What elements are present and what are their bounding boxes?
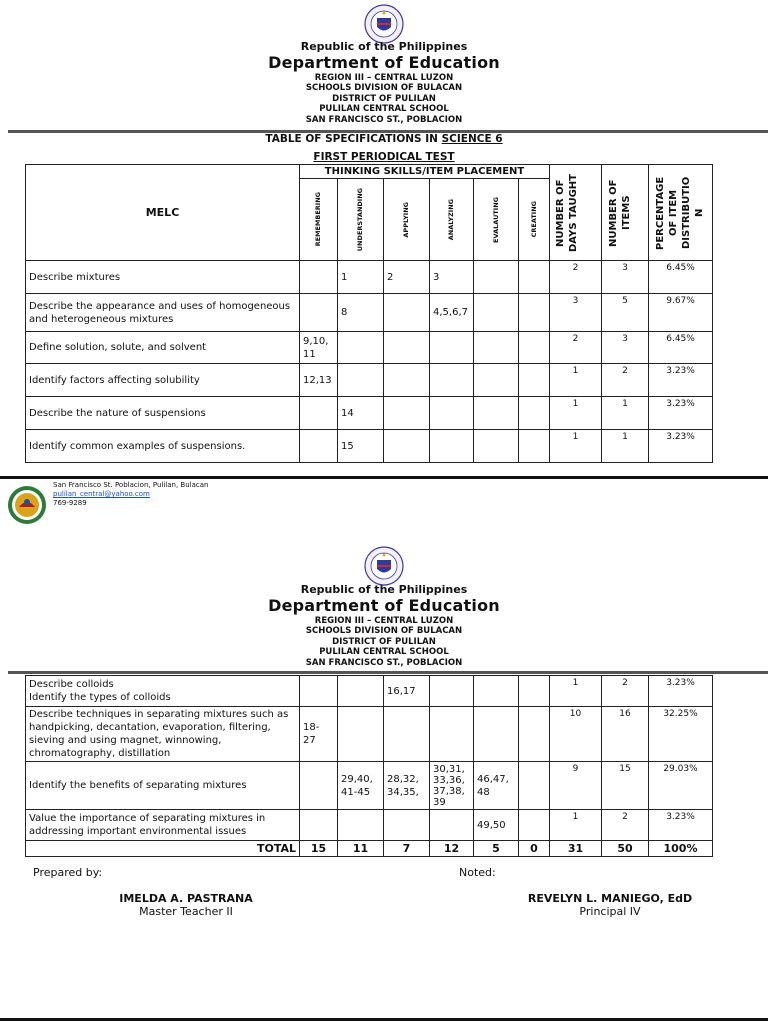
header-sub-block	[0, 616, 768, 668]
school-label: PULILAN CENTRAL SCHOOL	[319, 647, 449, 658]
creating-cell	[519, 676, 550, 707]
applying-cell	[384, 332, 430, 364]
address-label: SAN FRANCISCO ST., POBLACION	[305, 657, 463, 668]
days-cell: 2	[550, 261, 602, 294]
creating-header-cell	[519, 179, 550, 261]
total-items: 50	[602, 841, 649, 857]
understanding-cell	[338, 332, 384, 364]
percent-cell: 6.45%	[649, 332, 713, 364]
creating-cell	[519, 332, 550, 364]
understanding-cell	[338, 707, 384, 762]
table-row	[26, 430, 713, 463]
understanding-cell	[338, 364, 384, 397]
analyzing-header-cell	[430, 179, 474, 261]
items-cell: 16	[602, 707, 649, 762]
understanding-header-cell	[338, 179, 384, 261]
melc-cell: Describe colloids Identify the types of colloids	[26, 676, 300, 707]
creating-cell	[519, 810, 550, 841]
remembering-cell	[300, 676, 338, 707]
items-header: NUMBER OF ITEMS	[608, 178, 633, 247]
address-label: SAN FRANCISCO ST., POBLACION	[305, 114, 463, 125]
table-row	[26, 364, 713, 397]
melc-cell: Describe techniques in separating mixtures such as handpicking, decantation, evaporation, filtering, sieving and using magnet, winnowing, chromatography, distillation	[26, 707, 300, 762]
remembering-cell	[300, 261, 338, 294]
republic-label: Republic of the Philippines	[300, 40, 468, 53]
region-label: REGION III – CENTRAL LUZON	[314, 73, 454, 83]
total-days: 31	[550, 841, 602, 857]
footer-email-link[interactable]: pulilan_central@yahoo.com	[53, 490, 150, 498]
prepared-title: Master Teacher II	[139, 905, 233, 918]
melc-cell: Define solution, solute, and solvent	[26, 332, 300, 364]
applying-header: APPLYING	[402, 201, 410, 238]
percent-cell: 29.03%	[649, 762, 713, 810]
analyzing-cell	[430, 397, 474, 430]
percent-header: PERCENTAGE OF ITEM DISTRIBUTIO N	[654, 175, 705, 250]
remembering-cell: 12,13	[300, 364, 338, 397]
remembering-header-cell	[300, 179, 338, 261]
table-row	[26, 397, 713, 430]
melc-cell: Describe the nature of suspensions	[26, 397, 300, 430]
remembering-cell: 9,10, 11	[300, 332, 338, 364]
understanding-cell: 15	[338, 430, 384, 463]
analyzing-cell	[430, 707, 474, 762]
analyzing-cell: 30,31, 33,36, 37,38, 39	[430, 762, 474, 810]
evaluating-header-cell	[474, 179, 519, 261]
creating-cell	[519, 707, 550, 762]
prepared-signature	[66, 892, 306, 918]
understanding-header: UNDERSTANDING	[356, 187, 364, 252]
percent-cell: 3.23%	[649, 810, 713, 841]
table-row	[26, 294, 713, 332]
understanding-cell: 14	[338, 397, 384, 430]
evaluating-cell	[474, 397, 519, 430]
analyzing-header: ANALYZING	[447, 198, 455, 241]
tos-table-page1	[25, 164, 713, 463]
remembering-cell	[300, 397, 338, 430]
table-row	[26, 332, 713, 364]
evaluating-cell	[474, 294, 519, 332]
days-cell: 9	[550, 762, 602, 810]
noted-signature	[495, 892, 725, 918]
items-header-cell	[602, 165, 649, 261]
footer-phone: 769-9289	[53, 499, 87, 507]
analyzing-cell: 3	[430, 261, 474, 294]
understanding-cell: 1	[338, 261, 384, 294]
understanding-cell	[338, 810, 384, 841]
understanding-cell: 29,40, 41-45	[338, 762, 384, 810]
test-name: FIRST PERIODICAL TEST	[313, 151, 455, 163]
evaluating-cell: 46,47, 48	[474, 762, 519, 810]
remembering-cell	[300, 430, 338, 463]
total-applying: 7	[384, 841, 430, 857]
evaluating-header: EVALAUTING	[491, 196, 500, 243]
items-cell: 1	[602, 397, 649, 430]
total-label: TOTAL	[26, 841, 300, 857]
creating-cell	[519, 397, 550, 430]
analyzing-cell	[430, 332, 474, 364]
applying-cell	[384, 707, 430, 762]
deped-seal-icon	[364, 546, 404, 586]
deped-seal-icon	[364, 4, 404, 44]
analyzing-cell	[430, 676, 474, 707]
applying-cell: 2	[384, 261, 430, 294]
days-header-cell	[550, 165, 602, 261]
division-label: SCHOOLS DIVISION OF BULACAN	[305, 83, 463, 94]
analyzing-cell: 4,5,6,7	[430, 294, 474, 332]
test-title	[0, 151, 768, 163]
total-analyzing: 12	[430, 841, 474, 857]
items-cell: 2	[602, 810, 649, 841]
items-cell: 2	[602, 364, 649, 397]
days-cell: 3	[550, 294, 602, 332]
melc-cell: Describe mixtures	[26, 261, 300, 294]
creating-cell	[519, 430, 550, 463]
evaluating-cell	[474, 707, 519, 762]
days-header: NUMBER OF DAYS TAUGHT	[554, 173, 579, 252]
footer-contact	[53, 481, 208, 508]
percent-cell: 9.67%	[649, 294, 713, 332]
percent-cell: 3.23%	[649, 676, 713, 707]
creating-header: CREATING	[529, 201, 538, 238]
total-understanding: 11	[338, 841, 384, 857]
applying-cell: 28,32, 34,35,	[384, 762, 430, 810]
thinking-skills-header: THINKING SKILLS/ITEM PLACEMENT	[300, 165, 550, 179]
days-cell: 1	[550, 676, 602, 707]
melc-cell: Describe the appearance and uses of homogeneous and heterogeneous mixtures	[26, 294, 300, 332]
applying-cell	[384, 397, 430, 430]
footer-address: San Francisco St. Poblacion, Pulilan, Bulacan	[53, 481, 209, 489]
page-break-line	[0, 476, 768, 479]
evaluating-cell	[474, 332, 519, 364]
applying-cell	[384, 294, 430, 332]
items-cell: 2	[602, 676, 649, 707]
tos-table-page2	[25, 675, 713, 857]
table-row	[26, 762, 713, 810]
analyzing-cell	[430, 430, 474, 463]
days-cell: 1	[550, 364, 602, 397]
remembering-cell	[300, 810, 338, 841]
total-creating: 0	[519, 841, 550, 857]
noted-label: Noted:	[459, 866, 496, 879]
tos-title-prefix: TABLE OF SPECIFICATIONS IN	[265, 133, 442, 145]
percent-cell: 3.23%	[649, 397, 713, 430]
evaluating-cell	[474, 261, 519, 294]
header-divider	[8, 671, 768, 674]
applying-header-cell	[384, 179, 430, 261]
items-cell: 3	[602, 261, 649, 294]
percent-cell: 6.45%	[649, 261, 713, 294]
republic-label: Republic of the Philippines	[300, 583, 468, 596]
analyzing-cell	[430, 810, 474, 841]
creating-cell	[519, 762, 550, 810]
noted-title: Principal IV	[579, 905, 641, 918]
melc-cell: Identify common examples of suspensions.	[26, 430, 300, 463]
page-bottom-line	[0, 1018, 768, 1021]
evaluating-cell	[474, 364, 519, 397]
department-title: Department of Education	[268, 53, 500, 72]
district-label: DISTRICT OF PULILAN	[332, 93, 436, 104]
remembering-cell	[300, 294, 338, 332]
school-logo-icon	[7, 485, 47, 525]
melc-cell: Identify the benefits of separating mixtures	[26, 762, 300, 810]
department-title: Department of Education	[268, 596, 500, 615]
percent-cell: 3.23%	[649, 364, 713, 397]
school-label: PULILAN CENTRAL SCHOOL	[319, 104, 449, 115]
items-cell: 1	[602, 430, 649, 463]
tos-subject: SCIENCE 6	[441, 133, 503, 145]
applying-cell	[384, 430, 430, 463]
table-row	[26, 707, 713, 762]
percent-cell: 32.25%	[649, 707, 713, 762]
total-row	[26, 841, 713, 857]
evaluating-cell: 49,50	[474, 810, 519, 841]
percent-cell: 3.23%	[649, 430, 713, 463]
tos-title	[0, 133, 768, 145]
days-cell: 1	[550, 430, 602, 463]
table-row	[26, 261, 713, 294]
creating-cell	[519, 261, 550, 294]
header-sub-block	[0, 73, 768, 125]
analyzing-cell	[430, 364, 474, 397]
creating-cell	[519, 294, 550, 332]
understanding-cell: 8	[338, 294, 384, 332]
table-row	[26, 810, 713, 841]
total-evaluating: 5	[474, 841, 519, 857]
remembering-cell	[300, 762, 338, 810]
days-cell: 2	[550, 332, 602, 364]
total-remembering: 15	[300, 841, 338, 857]
applying-cell	[384, 364, 430, 397]
items-cell: 3	[602, 332, 649, 364]
noted-name: REVELYN L. MANIEGO, EdD	[527, 892, 693, 905]
total-percent: 100%	[649, 841, 713, 857]
melc-cell: Identify factors affecting solubility	[26, 364, 300, 397]
items-cell: 15	[602, 762, 649, 810]
remembering-cell: 18- 27	[300, 707, 338, 762]
evaluating-cell	[474, 676, 519, 707]
applying-cell: 16,17	[384, 676, 430, 707]
evaluating-cell	[474, 430, 519, 463]
items-cell: 5	[602, 294, 649, 332]
melc-cell: Value the importance of separating mixtures in addressing important environmental issues	[26, 810, 300, 841]
days-cell: 1	[550, 810, 602, 841]
remembering-header: REMEMBERING	[314, 192, 322, 247]
region-label: REGION III – CENTRAL LUZON	[314, 616, 454, 626]
percent-header-cell	[649, 165, 713, 261]
applying-cell	[384, 810, 430, 841]
prepared-by-label: Prepared by:	[33, 866, 103, 879]
days-cell: 10	[550, 707, 602, 762]
melc-header: MELC	[26, 165, 300, 261]
understanding-cell	[338, 676, 384, 707]
district-label: DISTRICT OF PULILAN	[332, 636, 436, 647]
division-label: SCHOOLS DIVISION OF BULACAN	[305, 626, 463, 637]
days-cell: 1	[550, 397, 602, 430]
creating-cell	[519, 364, 550, 397]
table-row	[26, 676, 713, 707]
prepared-name: IMELDA A. PASTRANA	[119, 892, 253, 905]
